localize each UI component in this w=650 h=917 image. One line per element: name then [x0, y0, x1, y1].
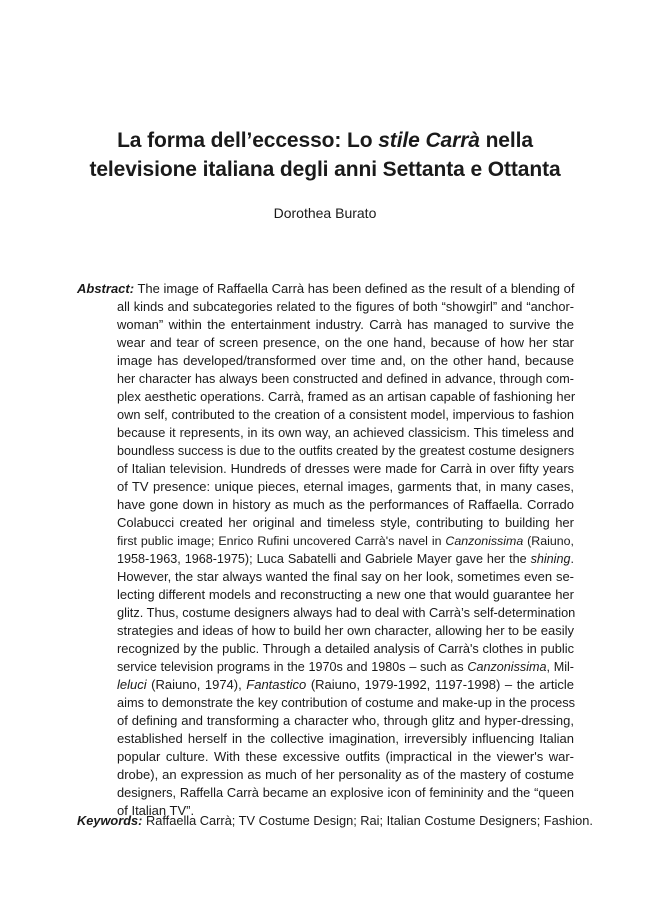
abstract-line: of Italian television. Hundreds of dresses were made for Carrà in over fifty years	[117, 461, 574, 476]
italic-title: leluci	[117, 677, 147, 692]
keywords-label: Keywords:	[77, 813, 143, 828]
title-italic-part: stile Carrà	[378, 129, 480, 152]
abstract-line: aims to demonstrate the key contribution of costume and make-up in the process	[117, 695, 576, 710]
abstract-line: Colabucci created her original and timeless style, contributing to building her	[117, 515, 574, 530]
abstract-text: (Raiuno, 1974),	[146, 677, 247, 692]
abstract-line	[77, 658, 574, 676]
abstract-line: all kinds and subcategories related to the figures of both “showgirl” and “anchor-	[117, 299, 574, 314]
abstract-line: lecting different models and reconstructing a new one that would guarantee her	[117, 587, 574, 602]
abstract-line: designers, Raffella Carrà became an explosive icon of femininity and the “queen	[117, 785, 574, 800]
abstract-line	[77, 280, 574, 298]
abstract-text: , Mil-	[546, 660, 574, 674]
abstract-line: glitz. Thus, costume designers always had to deal with Carrà’s self-determination	[117, 605, 576, 620]
abstract-line: However, the star always wanted the final say on her look, sometimes even se-	[117, 569, 574, 584]
abstract-line: image has developed/transformed over time and, on the other hand, because	[117, 353, 574, 368]
abstract-line: have gone down in history as much as the performances of Raffaella. Corrado	[117, 497, 574, 512]
abstract-line	[77, 532, 574, 550]
keywords-text: Raffaella Carrà; TV Costume Design; Rai; Italian Costume Designers; Fashion.	[142, 813, 593, 828]
abstract-text: service television programs in the 1970s and 1980s – such as	[117, 660, 468, 674]
abstract-text: first public image; Enrico Rufini uncovered Carrà's navel in	[117, 534, 446, 548]
abstract-line: popular culture. With these excessive outfits (impractical in the viewer's war-	[117, 749, 574, 764]
abstract-text: 1958-1963, 1968-1975); Luca Sabatelli and Gabriele Mayer gave her the	[117, 552, 531, 566]
abstract-line	[77, 676, 574, 694]
italic-word: shining	[530, 552, 571, 566]
abstract-line: of defining and transforming a character who, through glitz and hyper-dressing,	[117, 713, 574, 728]
paper-title	[30, 126, 620, 184]
abstract-line: own self, contributed to the creation of a consistent model, impervious to fashion	[117, 407, 574, 422]
abstract-text: (Raiuno,	[523, 534, 575, 548]
abstract-line: recognized by the public. Through a detailed analysis of Carrà's clothes in public	[117, 641, 574, 656]
abstract-text: The image of Raffaella Carrà has been defined as the result of a blending of	[134, 281, 575, 296]
abstract-line: drobe), an expression as much of her personality as of the mastery of costume	[117, 767, 574, 782]
abstract-line: because it represents, in its own way, an achieved classicism. This timeless and	[117, 425, 574, 440]
title-line-2: televisione italiana degli anni Settanta e Ottanta	[89, 158, 561, 181]
abstract-line: plex aesthetic operations. Carrà, framed as an artisan capable of fashioning her	[117, 389, 576, 404]
title-part-1: La forma dell’eccesso: Lo	[117, 129, 379, 152]
italic-title: Canzonissima	[445, 534, 524, 548]
title-part-2: nella	[479, 129, 533, 152]
abstract-line: her character has always been constructed and defined in advance, through com-	[117, 372, 574, 386]
abstract-text: (Raiuno, 1979-1992, 1197-1998) – the article	[306, 677, 574, 692]
abstract-text: .	[570, 552, 574, 566]
keywords-line	[77, 812, 597, 830]
abstract-line: of TV presence: unique pieces, eternal images, garments that, in many cases,	[117, 479, 574, 494]
abstract-line: boundless success is due to the outfits created by the greatest costume designers	[117, 444, 575, 458]
italic-title: Canzonissima	[467, 660, 547, 674]
abstract-line: strategies and ideas of how to build her own character, allowing her to be easily	[117, 623, 574, 638]
abstract-line: wear and tear of screen presence, on the one hand, because of how her star	[117, 335, 574, 350]
italic-title: Fantastico	[246, 677, 307, 692]
author-name: Dorothea Burato	[273, 205, 377, 221]
abstract-line: established herself in the collective imagination, irreversibly influencing Italian	[117, 731, 574, 746]
abstract-label: Abstract:	[77, 281, 135, 296]
abstract-block	[77, 280, 574, 820]
abstract-line: of Italian TV”.	[117, 803, 195, 818]
abstract-line: woman” within the entertainment industry. Carrà has managed to survive the	[117, 317, 574, 332]
title-line-1	[30, 126, 620, 155]
abstract-line	[77, 550, 574, 568]
